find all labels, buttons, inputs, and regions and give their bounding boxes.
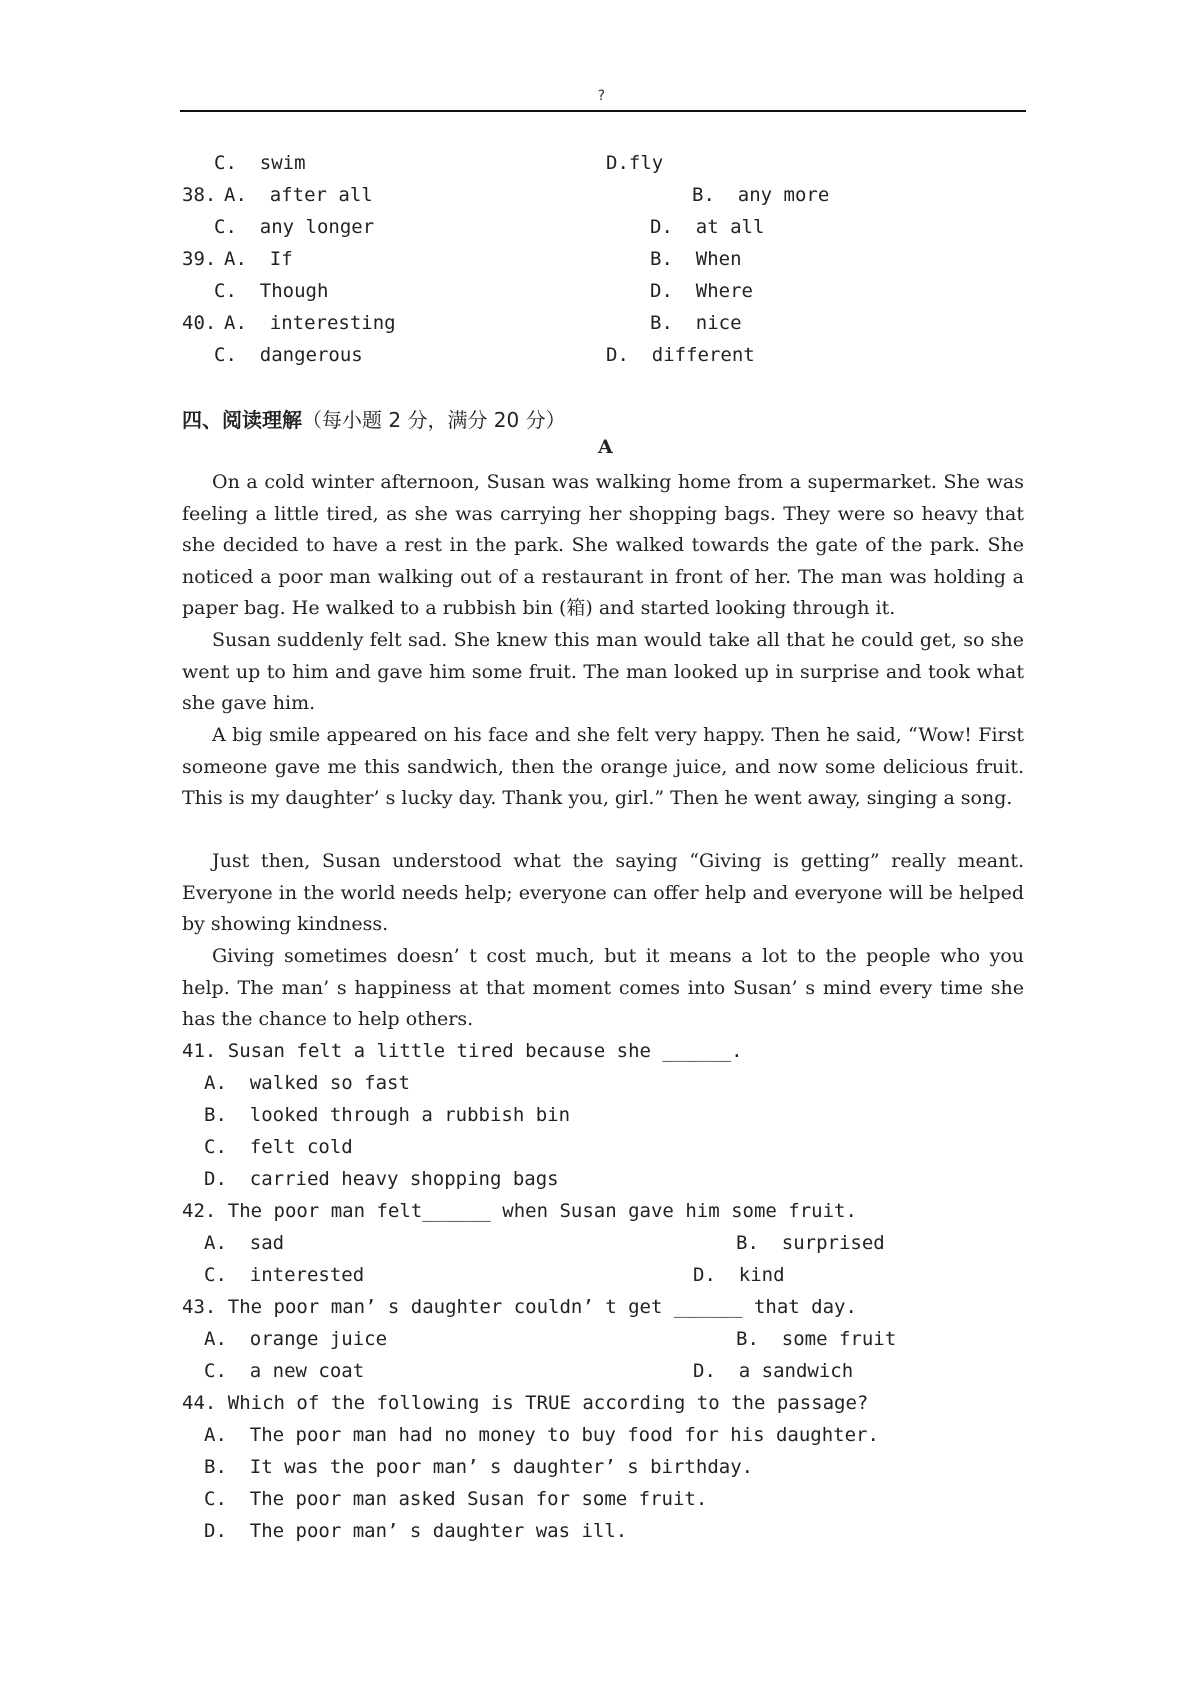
question-option: C. interested (204, 1264, 365, 1286)
passage-paragraph (182, 941, 1024, 1036)
question-option: C. felt cold (204, 1136, 353, 1158)
question-stem: 41. Susan felt a little tired because she ______. (182, 1040, 743, 1062)
question-option: A. orange juice (204, 1328, 388, 1350)
cloze-option: D. different (606, 344, 755, 366)
question-option: C. a new coat (204, 1360, 365, 1382)
question-option: D. kind (693, 1264, 785, 1286)
section-title: 四、阅读理解 (182, 408, 302, 432)
header-rule (180, 110, 1026, 112)
question-stem: 42. The poor man felt______ when Susan gave him some fruit. (182, 1200, 857, 1222)
passage-paragraph (182, 720, 1024, 815)
question-number: 40. (182, 312, 217, 334)
cloze-option: B. any more (692, 184, 830, 206)
question-option: B. surprised (736, 1232, 885, 1254)
question-option: A. walked so fast (204, 1072, 410, 1094)
question-option: C. The poor man asked Susan for some fruit. (204, 1488, 708, 1510)
question-option: D. carried heavy shopping bags (204, 1168, 559, 1190)
cloze-option: B. nice (650, 312, 742, 334)
cloze-option: B. When (650, 248, 742, 270)
cloze-option: A. If (224, 248, 293, 270)
paragraph-text: Just then, Susan understood what the saying “Giving is getting” really meant. Everyone in the world needs help; everyone can offer help and everyone will be helped by showing kindness. (182, 850, 1024, 936)
cloze-option: D. at all (650, 216, 765, 238)
paragraph-text: Giving sometimes doesn’ t cost much, but it means a lot to the people who you help. The man’ s happiness at that moment comes into Susan’ s mind every time she has the chance to help others. (182, 945, 1024, 1031)
passage-title: A (598, 436, 613, 458)
question-option: D. a sandwich (693, 1360, 854, 1382)
question-option: B. some fruit (736, 1328, 897, 1350)
paragraph-text: Susan suddenly felt sad. She knew this man would take all that he could get, so she went up to him and gave him some fruit. The man looked up in surprise and took what she gave him. (182, 629, 1024, 715)
cloze-option: C. swim (214, 152, 306, 174)
question-option: B. It was the poor man’ s daughter’ s birthday. (204, 1456, 754, 1478)
question-stem: 44. Which of the following is TRUE according to the passage? (182, 1392, 869, 1414)
cloze-option: D. Where (650, 280, 753, 302)
passage-paragraph (182, 625, 1024, 720)
section-note: （每小题 2 分，满分 20 分） (302, 408, 566, 432)
passage-paragraph (182, 846, 1024, 941)
cloze-option: A. interesting (224, 312, 396, 334)
question-option: A. The poor man had no money to buy food for his daughter. (204, 1424, 879, 1446)
header-mark: ? (597, 88, 606, 104)
question-stem: 43. The poor man’ s daughter couldn’ t get ______ that day. (182, 1296, 857, 1318)
section-heading (182, 404, 566, 433)
question-option: D. The poor man’ s daughter was ill. (204, 1520, 628, 1542)
question-option: A. sad (204, 1232, 285, 1254)
cloze-option: D.fly (606, 152, 664, 174)
cloze-option: C. dangerous (214, 344, 363, 366)
paragraph-text: On a cold winter afternoon, Susan was walking home from a supermarket. She was feeling a little tired, as she was carrying her shopping bags. They were so heavy that she decided to have a rest in the park. She walked towards the gate of the park. She noticed a poor man walking out of a restaurant in front of her. The man was holding a paper bag. He walked to a rubbish bin (箱) and started looking through it. (182, 471, 1024, 620)
paragraph-text: A big smile appeared on his face and she felt very happy. Then he said, “Wow! First someone gave me this sandwich, then the orange juice, and now some delicious fruit. This is my daughter’ s lucky day. Thank you, girl.” Then he went away, singing a song. (182, 724, 1024, 810)
cloze-option: A. after all (224, 184, 373, 206)
question-number: 38. (182, 184, 217, 206)
cloze-option: C. Though (214, 280, 329, 302)
cloze-option: C. any longer (214, 216, 375, 238)
question-number: 39. (182, 248, 217, 270)
passage-paragraph (182, 467, 1024, 625)
question-option: B. looked through a rubbish bin (204, 1104, 571, 1126)
